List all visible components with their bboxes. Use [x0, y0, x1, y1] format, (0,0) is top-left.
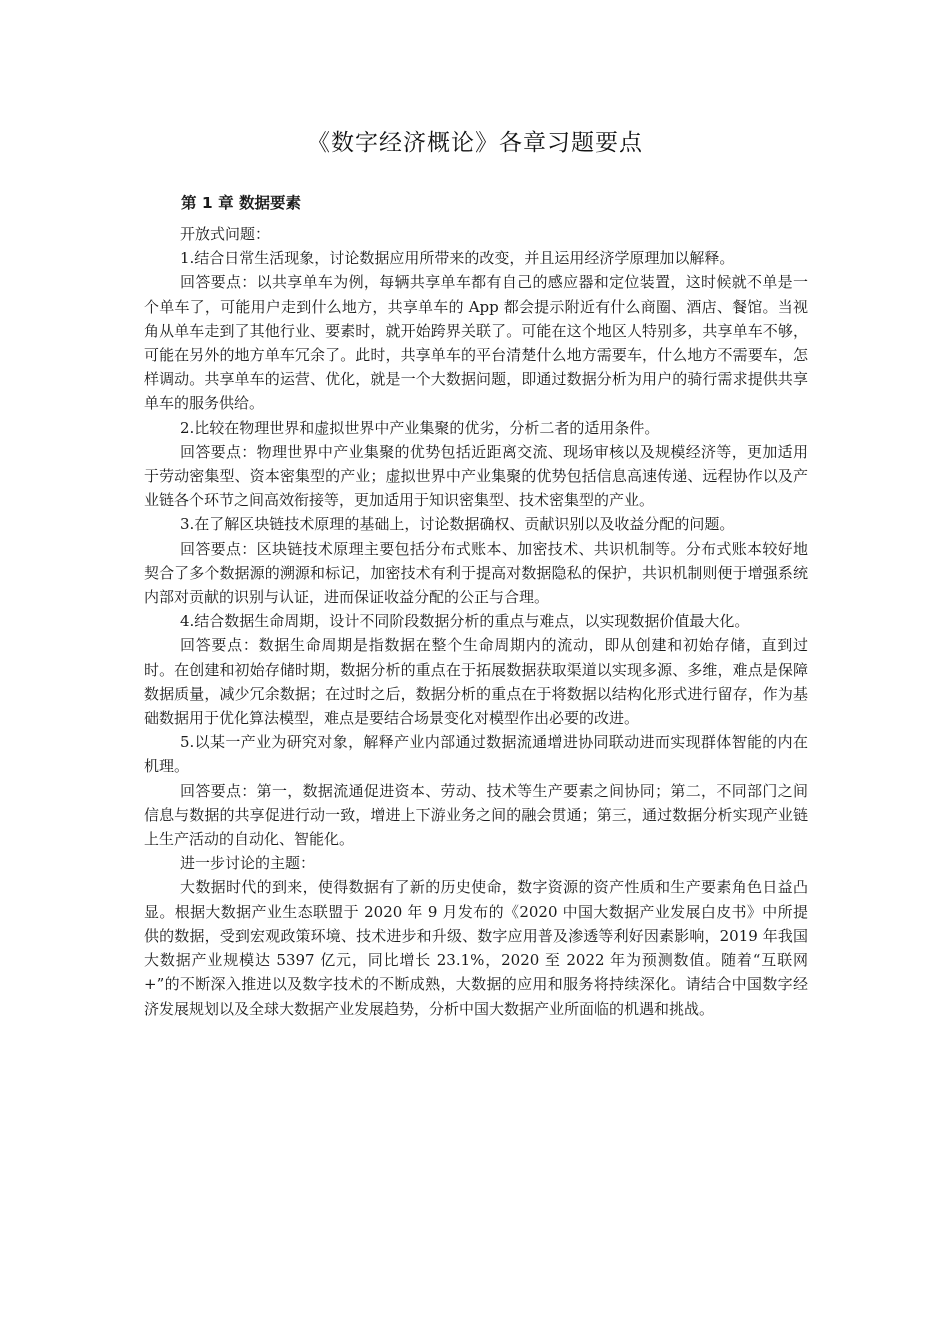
- discussion-topic: 大数据时代的到来，使得数据有了新的历史使命，数字资源的资产性质和生产要素角色日益凸显。根据大数据产业生态联盟于 2020 年 9 月发布的《2020 中国大数据产业发展白皮书》中所提供的数据，受到宏观政策环境、技术进步和升级、数字应用普及渗透等利好因素影响，2019 年我国大数据产业规模达 5397 亿元，同比增长 23.1%，2020 至 2022 年为预测数值。随着“互联网+”的不断深入推进以及数字技术的不断成熟，大数据的应用和服务将持续深化。请结合中国数字经济发展规划以及全球大数据产业发展趋势，分析中国大数据产业所面临的机遇和挑战。: [144, 878, 808, 1018]
- question-3: 3.在了解区块链技术原理的基础上，讨论数据确权、贡献识别以及收益分配的问题。: [180, 515, 735, 534]
- document-title: 《数字经济概论》各章习题要点: [307, 130, 643, 156]
- answer-5: 回答要点：第一，数据流通促进资本、劳动、技术等生产要素之间协同；第二，不同部门之间信息与数据的共享促进行动一致，增进上下游业务之间的融会贯通；第三，通过数据分析实现产业链上生产活动的自动化、智能化。: [144, 781, 808, 849]
- document-body: [144, 190, 808, 1021]
- question-4: 4.结合数据生命周期，设计不同阶段数据分析的重点与难点，以实现数据价值最大化。: [180, 612, 750, 631]
- question-1: 1.结合日常生活现象，讨论数据应用所带来的改变，并且运用经济学原理加以解释。: [180, 249, 735, 268]
- answer-3: 回答要点：区块链技术原理主要包括分布式账本、加密技术、共识机制等。分布式账本较好地契合了多个数据源的溯源和标记，加密技术有利于提高对数据隐私的保护，共识机制则便于增强系统内部对贡献的识别与认证，进而保证收益分配的公正与合理。: [144, 539, 808, 607]
- answer-2: 回答要点：物理世界中产业集聚的优势包括近距离交流、现场审核以及规模经济等，更加适用于劳动密集型、资本密集型的产业；虚拟世界中产业集聚的优势包括信息高速传递、远程协作以及产业链各个环节之间高效衔接等，更加适用于知识密集型、技术密集型的产业。: [144, 442, 808, 510]
- question-2: 2.比较在物理世界和虚拟世界中产业集聚的优劣，分析二者的适用条件。: [180, 418, 660, 437]
- section-label-further-discussion: 进一步讨论的主题：: [180, 854, 316, 873]
- chapter-heading: 第 1 章 数据要素: [181, 194, 301, 212]
- answer-1: 回答要点：以共享单车为例，每辆共享单车都有自己的感应器和定位装置，这时候就不单是一个单车了，可能用户走到什么地方，共享单车的 App 都会提示附近有什么商圈、酒店、餐馆。当视角从单车走到了其他行业、要素时，就开始跨界关联了。可能在这个地区人特别多，共享单车不够，可能在另外的地方单车冗余了。此时，共享单车的平台清楚什么地方需要车，什么地方不需要车，怎样调动。共享单车的运营、优化，就是一个大数据问题，即通过数据分析为用户的骑行需求提供共享单车的服务供给。: [144, 273, 808, 413]
- question-5: 5.以某一产业为研究对象，解释产业内部通过数据流通增进协同联动进而实现群体智能的内在机理。: [144, 733, 808, 776]
- answer-4: 回答要点：数据生命周期是指数据在整个生命周期内的流动，即从创建和初始存储，直到过时。在创建和初始存储时期，数据分析的重点在于拓展数据获取渠道以实现多源、多维，难点是保障数据质量，减少冗余数据；在过时之后，数据分析的重点在于将数据以结构化形式进行留存，作为基础数据用于优化算法模型，难点是要结合场景变化对模型作出必要的改进。: [144, 636, 808, 728]
- section-label-open-questions: 开放式问题：: [180, 225, 271, 243]
